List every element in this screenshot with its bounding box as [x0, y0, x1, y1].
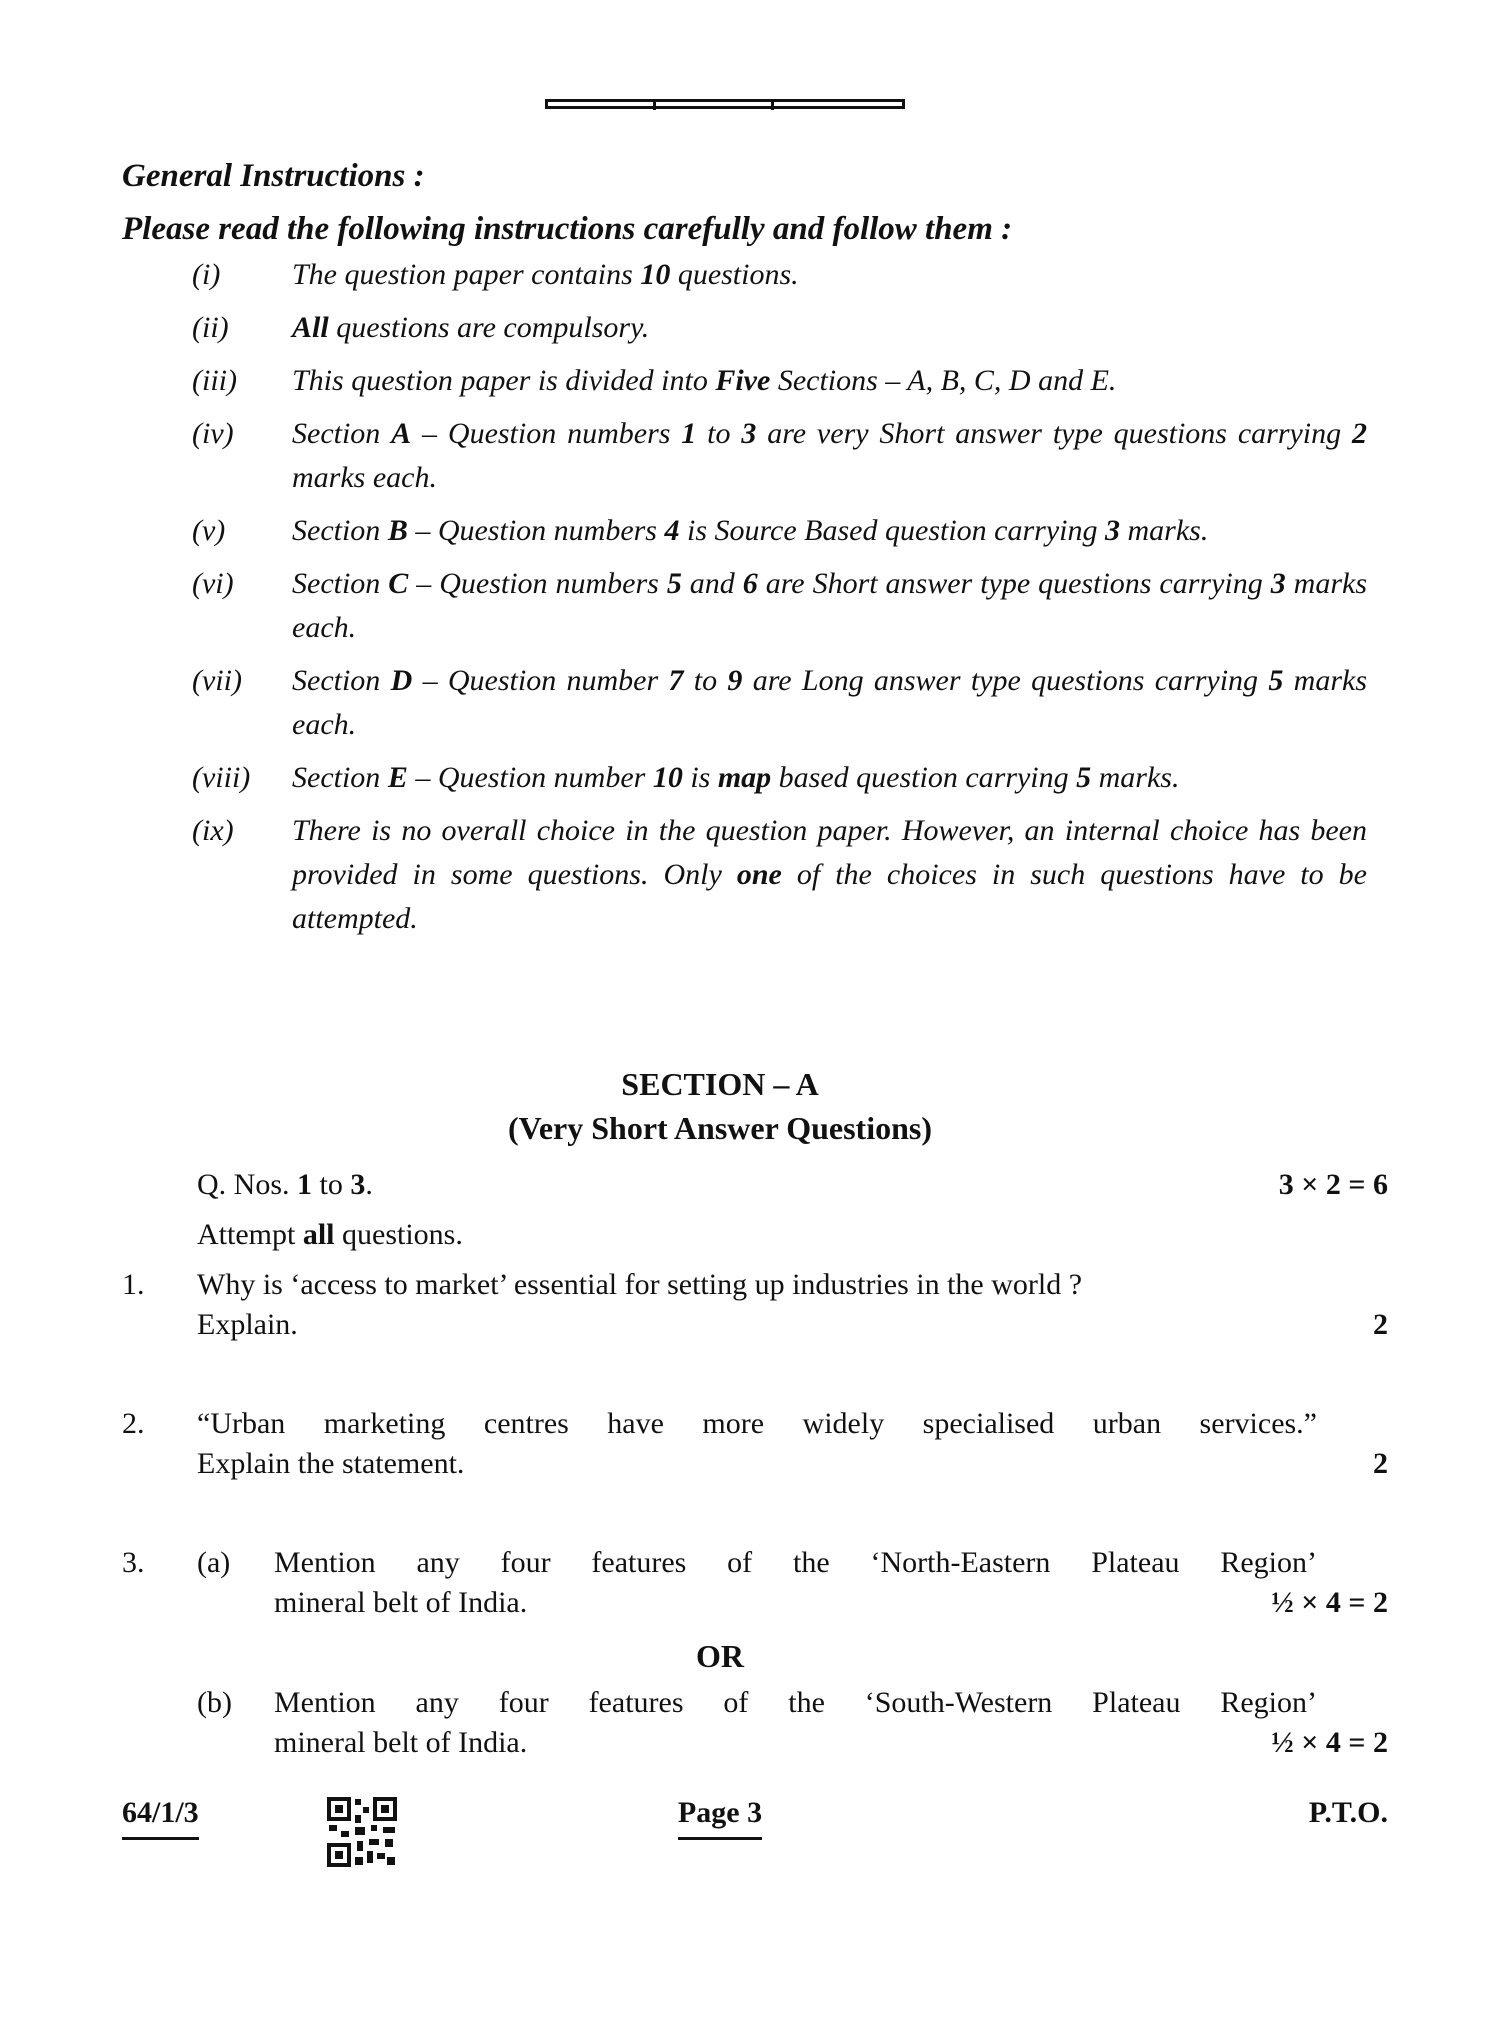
question-text-line: Explain. [197, 1308, 298, 1341]
instruction-text-part: one [736, 858, 782, 891]
top-rule-tick [771, 100, 774, 110]
instruction-text-part: to [683, 664, 728, 697]
instruction-text [292, 412, 1367, 500]
instruction-text-part: This question paper is divided into [292, 364, 716, 397]
top-rule [545, 99, 905, 109]
option-text-line: mineral belt of India. [274, 1726, 528, 1759]
instruction-text-part: are very Short answer type questions carrying [756, 417, 1353, 450]
instruction-text-part: B [387, 514, 408, 547]
or-separator: OR [696, 1638, 744, 1674]
question-number: 2. [122, 1407, 145, 1440]
instruction-text-part: Section [292, 417, 392, 450]
instruction-text-part: The question paper contains [292, 258, 641, 291]
attempt-suffix: questions. [334, 1218, 463, 1251]
attempt-note [197, 1215, 463, 1255]
instruction-item [192, 412, 1367, 500]
instruction-text-part: C [388, 567, 409, 600]
page-number [0, 1793, 1440, 1833]
instruction-text-part: Section [292, 664, 391, 697]
instruction-text-part: map [717, 761, 772, 794]
instruction-item [192, 306, 1367, 350]
instructions-subtitle: Please read the following instructions carefully and follow them : [122, 211, 1013, 247]
instruction-text-part: marks. [1091, 761, 1180, 794]
instruction-number: (v) [192, 514, 226, 547]
question-marks: 2 [1373, 1447, 1388, 1480]
instruction-text-part: and [681, 567, 743, 600]
instruction-text-part: 10 [652, 761, 683, 794]
instruction-text-part: marks each. [292, 664, 1367, 741]
general-instructions-heading [122, 150, 1382, 256]
instruction-text-part: are Short answer type questions carrying [757, 567, 1271, 600]
instruction-text-part: All [292, 311, 329, 344]
instruction-text-part: – Question number [412, 664, 669, 697]
instruction-list [192, 253, 1367, 950]
instruction-text-part: 2 [1352, 417, 1368, 450]
instruction-text-part: 10 [640, 258, 671, 291]
instruction-text [292, 359, 1367, 403]
instruction-text-part: are Long answer type questions carrying [742, 664, 1269, 697]
instruction-item [192, 253, 1367, 297]
question-text-line: Explain the statement. [197, 1447, 465, 1480]
qnos-end: 3 [350, 1168, 366, 1201]
instruction-text-part: 4 [664, 514, 680, 547]
instruction-text-part: Sections – A, B, C, D and E. [770, 364, 1117, 397]
instruction-text-part: 5 [1076, 761, 1092, 794]
instruction-text-part: 5 [666, 567, 682, 600]
instruction-text-part: 3 [1270, 567, 1286, 600]
instruction-text-part: – Question numbers [407, 514, 665, 547]
instruction-text-part: – Question numbers [408, 567, 667, 600]
instruction-text-part: 5 [1268, 664, 1284, 697]
option-marks: ½ × 4 = 2 [1271, 1726, 1388, 1759]
instruction-text-part: questions. [670, 258, 799, 291]
instruction-text-part: is [682, 761, 718, 794]
instruction-text-part: 1 [681, 417, 697, 450]
instruction-text-part: A [391, 417, 412, 450]
instruction-text-part: 3 [1104, 514, 1120, 547]
paper-code-text: 64/1/3 [122, 1796, 199, 1840]
question-marks: 2 [1373, 1308, 1388, 1341]
attempt-prefix: Attempt [197, 1218, 303, 1251]
instruction-text-part: 7 [668, 664, 684, 697]
attempt-bold: all [302, 1218, 335, 1251]
instruction-text-part: 6 [742, 567, 758, 600]
instruction-text-part: There is no overall choice in the question paper. However, an internal choice has been provided in some questions. Only [292, 814, 1367, 891]
option-marks: ½ × 4 = 2 [1271, 1586, 1388, 1619]
instruction-text [292, 562, 1367, 650]
instruction-text-part: marks. [1119, 514, 1209, 547]
instruction-text-part: marks each. [292, 567, 1367, 644]
qnos-mid: to [312, 1168, 351, 1201]
page-number-text: Page 3 [678, 1796, 762, 1840]
instruction-text-part: Section [292, 567, 389, 600]
instruction-text [292, 509, 1367, 553]
instruction-text [292, 809, 1367, 941]
instruction-item [192, 809, 1367, 941]
section-marks: 3 × 2 = 6 [1278, 1168, 1388, 1201]
instruction-item [192, 756, 1367, 800]
instruction-text-part: D [390, 664, 413, 697]
instruction-item [192, 562, 1367, 650]
option-text-line: Mention any four features of the ‘North-Eastern Plateau Region’ [274, 1546, 1317, 1579]
instruction-number: (vi) [192, 567, 234, 600]
instruction-number: (ii) [192, 311, 229, 344]
section-title: SECTION – A [621, 1066, 819, 1102]
instruction-text-part: – Question numbers [411, 417, 682, 450]
question-range [197, 1165, 373, 1205]
instruction-text [292, 756, 1367, 800]
instruction-number: (iv) [192, 417, 234, 450]
option-text-line: Mention any four features of the ‘South-Western Plateau Region’ [274, 1686, 1317, 1719]
instruction-item [192, 659, 1367, 747]
instruction-text-part: Five [715, 364, 771, 397]
qnos-prefix: Q. Nos. [197, 1168, 298, 1201]
instruction-text-part: E [387, 761, 408, 794]
instruction-item [192, 359, 1367, 403]
instruction-number: (ix) [192, 814, 234, 847]
instruction-item [192, 509, 1367, 553]
question-text-line: “Urban marketing centres have more widely specialised urban services.” [197, 1407, 1317, 1440]
instruction-text-part: marks each. [292, 461, 437, 494]
section-subtitle: (Very Short Answer Questions) [507, 1110, 932, 1146]
instruction-text-part: is Source Based question carrying [679, 514, 1105, 547]
instruction-text-part: based question carrying [771, 761, 1077, 794]
instruction-number: (i) [192, 258, 221, 291]
option-text-line: mineral belt of India. [274, 1586, 528, 1619]
instruction-text-part: 3 [741, 417, 757, 450]
instruction-text-part: Section [292, 761, 388, 794]
qnos-suffix: . [365, 1168, 373, 1201]
question-number: 3. [122, 1546, 145, 1579]
instruction-text-part: 9 [727, 664, 743, 697]
instruction-number: (viii) [192, 761, 251, 794]
option-label: (b) [197, 1686, 232, 1719]
instructions-title: General Instructions : [122, 158, 425, 194]
instruction-text [292, 306, 1367, 350]
instruction-text-part: Section [292, 514, 388, 547]
instruction-text-part: to [696, 417, 742, 450]
instruction-number: (vii) [192, 664, 242, 697]
question-text-line: Why is ‘access to market’ essential for setting up industries in the world ? [197, 1268, 1083, 1301]
option-label: (a) [197, 1546, 231, 1579]
instruction-text [292, 253, 1367, 297]
question-number: 1. [122, 1268, 145, 1301]
instruction-text-part: of the choices in such questions have to be attempted. [292, 858, 1367, 935]
top-rule-tick [653, 100, 656, 110]
instruction-number: (iii) [192, 364, 237, 397]
instruction-text [292, 659, 1367, 747]
instruction-text-part: questions are compulsory. [328, 311, 650, 344]
pto-label: P.T.O. [1308, 1796, 1388, 1829]
instruction-text-part: – Question number [407, 761, 653, 794]
qnos-start: 1 [297, 1168, 313, 1201]
